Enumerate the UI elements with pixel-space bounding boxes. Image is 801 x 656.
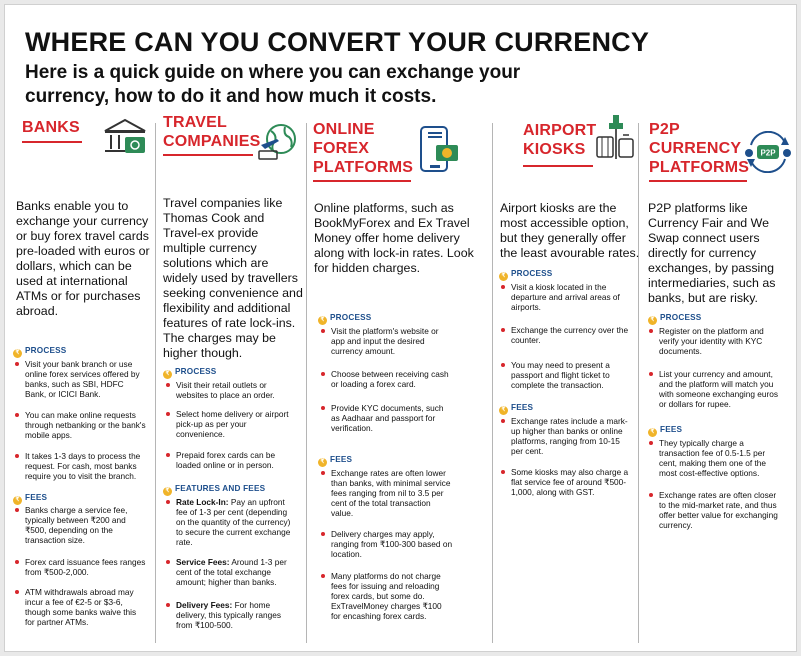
infographic-frame (4, 4, 797, 652)
list-item: Choose between receiving cash or loading a forex card. (331, 369, 453, 389)
globe-travel-icon (257, 121, 301, 161)
bank-building-icon (101, 117, 149, 159)
coin-icon: ₹ (499, 406, 508, 415)
column-divider (492, 123, 493, 643)
heading-line: AIRPORT (523, 122, 597, 139)
coin-icon: ₹ (318, 458, 327, 467)
heading-line: P2P (649, 121, 680, 138)
heading-underline (523, 165, 593, 167)
airport-heading (523, 121, 596, 159)
online-fees-header (318, 455, 352, 467)
list-item (176, 497, 296, 547)
heading-line: ONLINE (313, 121, 375, 138)
travel-process-header (163, 367, 216, 379)
heading-line: COMPANIES (163, 133, 261, 150)
mobile-payment-icon (418, 125, 460, 175)
column-divider (155, 123, 156, 643)
column-divider (306, 123, 307, 643)
feature-label: Rate Lock-In: (176, 497, 229, 507)
coin-icon: ₹ (163, 370, 172, 379)
heading-line: TRAVEL (163, 114, 228, 131)
heading-underline (163, 154, 253, 156)
heading-underline (649, 180, 747, 182)
list-item (176, 600, 296, 630)
list-item: ATM withdrawals abroad may incur a fee of €2-5 or $3-6, though some banks waive this for partner ATMs. (25, 587, 147, 627)
airport-process-header (499, 269, 552, 281)
coin-icon: ₹ (13, 496, 22, 505)
fees-label: FEES (511, 403, 534, 412)
list-item: You can make online requests through netbanking or the bank's mobile apps. (25, 410, 146, 440)
feature-text: Around 1-3 per cent of the total exchange amount; higher than banks. (176, 557, 287, 587)
banks-heading: BANKS (22, 119, 80, 136)
p2p-fees-header (648, 425, 682, 437)
list-item: It takes 1-3 days to process the request. For cash, most banks require you to visit the branch. (25, 451, 147, 481)
page-subtitle: Here is a quick guide on where you can exchange your currency, how to do it and how much it costs. (25, 62, 521, 107)
list-item: Exchange rates include a mark-up higher than banks or online platforms, ranging from 10-15 per cent. (511, 416, 631, 456)
page-title: WHERE CAN YOU CONVERT YOUR CURRENCY (25, 27, 650, 57)
p2p-badge-text: P2P (760, 148, 776, 158)
p2p-heading (649, 120, 749, 177)
process-label: PROCESS (25, 346, 67, 355)
list-item: List your currency and amount, and the platform will match you with someone exchanging euros or dollars for rupee. (659, 369, 783, 409)
list-item: Some kiosks may also charge a flat service fee of around ₹500-1,000, along with GST. (511, 467, 631, 497)
list-item: Register on the platform and verify your identity with KYC documents. (659, 326, 783, 356)
coin-icon: ₹ (648, 316, 657, 325)
heading-underline (313, 180, 411, 182)
fees-label: FEES (660, 425, 683, 434)
airport-intro: Airport kiosks are the most accessible option, but they generally offer the least avourable rates. (500, 201, 640, 260)
list-item: Visit a kiosk located in the departure and arrival areas of airports. (511, 282, 631, 312)
process-label: PROCESS (660, 313, 702, 322)
travel-intro: Travel companies like Thomas Cook and Travel-ex provide multiple currency solutions which are widely used by travellers seeking convenience and flexibility and additional features of rate lock-ins. The charges may be higher though. (163, 196, 303, 360)
list-item: Exchange the currency over the counter. (511, 325, 631, 345)
heading-underline (22, 141, 82, 143)
feature-label: Delivery Fees: (176, 600, 233, 610)
banks-process-header (13, 346, 66, 358)
list-item: Many platforms do not charge fees for issuing and reloading forex cards, but some do. ExTravelMoney charges ₹100 for encashing forex cards. (331, 571, 453, 621)
p2p-process-header (648, 313, 701, 325)
list-item: Visit the platform's website or app and input the desired currency amount. (331, 326, 453, 356)
list-item: Visit your bank branch or use online forex services offered by banks, such as SBI, HDFC Bank, or ICICI Bank. (25, 359, 147, 399)
travel-heading (163, 113, 261, 151)
p2p-intro: P2P platforms like Currency Fair and We Swap connect users directly for currency exchanges, by passing intermediaries, such as banks, but are risky. (648, 201, 776, 305)
banks-fees-header (13, 493, 47, 505)
feature-text: For home delivery, this typically ranges from ₹100-500. (176, 600, 281, 630)
list-item: You may need to present a passport and flight ticket to complete the transaction. (511, 360, 631, 390)
list-item: They typically charge a transaction fee of 0.5-1.5 per cent, making them one of the most cost-effective options. (659, 438, 783, 478)
heading-line: KIOSKS (523, 141, 586, 158)
online-process-header (318, 313, 371, 325)
list-item: Prepaid forex cards can be loaded online or in person. (176, 450, 296, 470)
list-item: Select home delivery or airport pick-up as per your convenience. (176, 409, 296, 439)
features-label: FEATURES AND FEES (175, 484, 266, 493)
coin-icon: ₹ (648, 428, 657, 437)
fees-label: FEES (25, 493, 48, 502)
coin-icon: ₹ (318, 316, 327, 325)
heading-line: PLATFORMS (649, 159, 750, 176)
list-item: Forex card issuance fees ranges from ₹500-2,000. (25, 557, 146, 577)
feature-label: Service Fees: (176, 557, 230, 567)
online-intro: Online platforms, such as BookMyForex and Ex Travel Money offer home delivery along with lock-in rates. Look for hidden charges. (314, 201, 474, 275)
process-label: PROCESS (330, 313, 372, 322)
feature-text: Pay an upfront fee of 1-3 per cent (depending on the quantity of the currency) to secure the current exchange rate. (176, 497, 291, 547)
list-item: Exchange rates are often closer to the mid-market rate, and thus offer better value for exchanging currency. (659, 490, 783, 530)
coin-icon: ₹ (13, 349, 22, 358)
heading-line: CURRENCY (649, 140, 742, 157)
fees-label: FEES (330, 455, 353, 464)
luggage-icon (595, 113, 635, 163)
list-item: Visit their retail outlets or websites to place an order. (176, 380, 296, 400)
airport-fees-header (499, 403, 533, 415)
list-item: Banks charge a service fee, typically between ₹200 and ₹500, depending on the transaction size. (25, 505, 147, 545)
list-item: Provide KYC documents, such as Aadhaar and passport for verification. (331, 403, 453, 433)
online-heading (313, 120, 413, 177)
heading-line: PLATFORMS (313, 159, 414, 176)
list-item: Exchange rates are often lower than banks, with minimal service fees ranging from nil to 3.5 per cent of the total transaction value. (331, 468, 453, 518)
heading-line: FOREX (313, 140, 370, 157)
list-item: Delivery charges may apply, ranging from ₹100-300 based on location. (331, 529, 453, 559)
p2p-exchange-icon (743, 131, 793, 173)
banks-intro: Banks enable you to exchange your currency or buy forex travel cards pre-loaded with euros or dollars, which can be used at international ATMs or for purchases abroad. (16, 199, 150, 318)
process-label: PROCESS (175, 367, 217, 376)
list-item (176, 557, 296, 587)
process-label: PROCESS (511, 269, 553, 278)
travel-features-header (163, 484, 265, 496)
coin-icon: ₹ (499, 272, 508, 281)
coin-icon: ₹ (163, 487, 172, 496)
